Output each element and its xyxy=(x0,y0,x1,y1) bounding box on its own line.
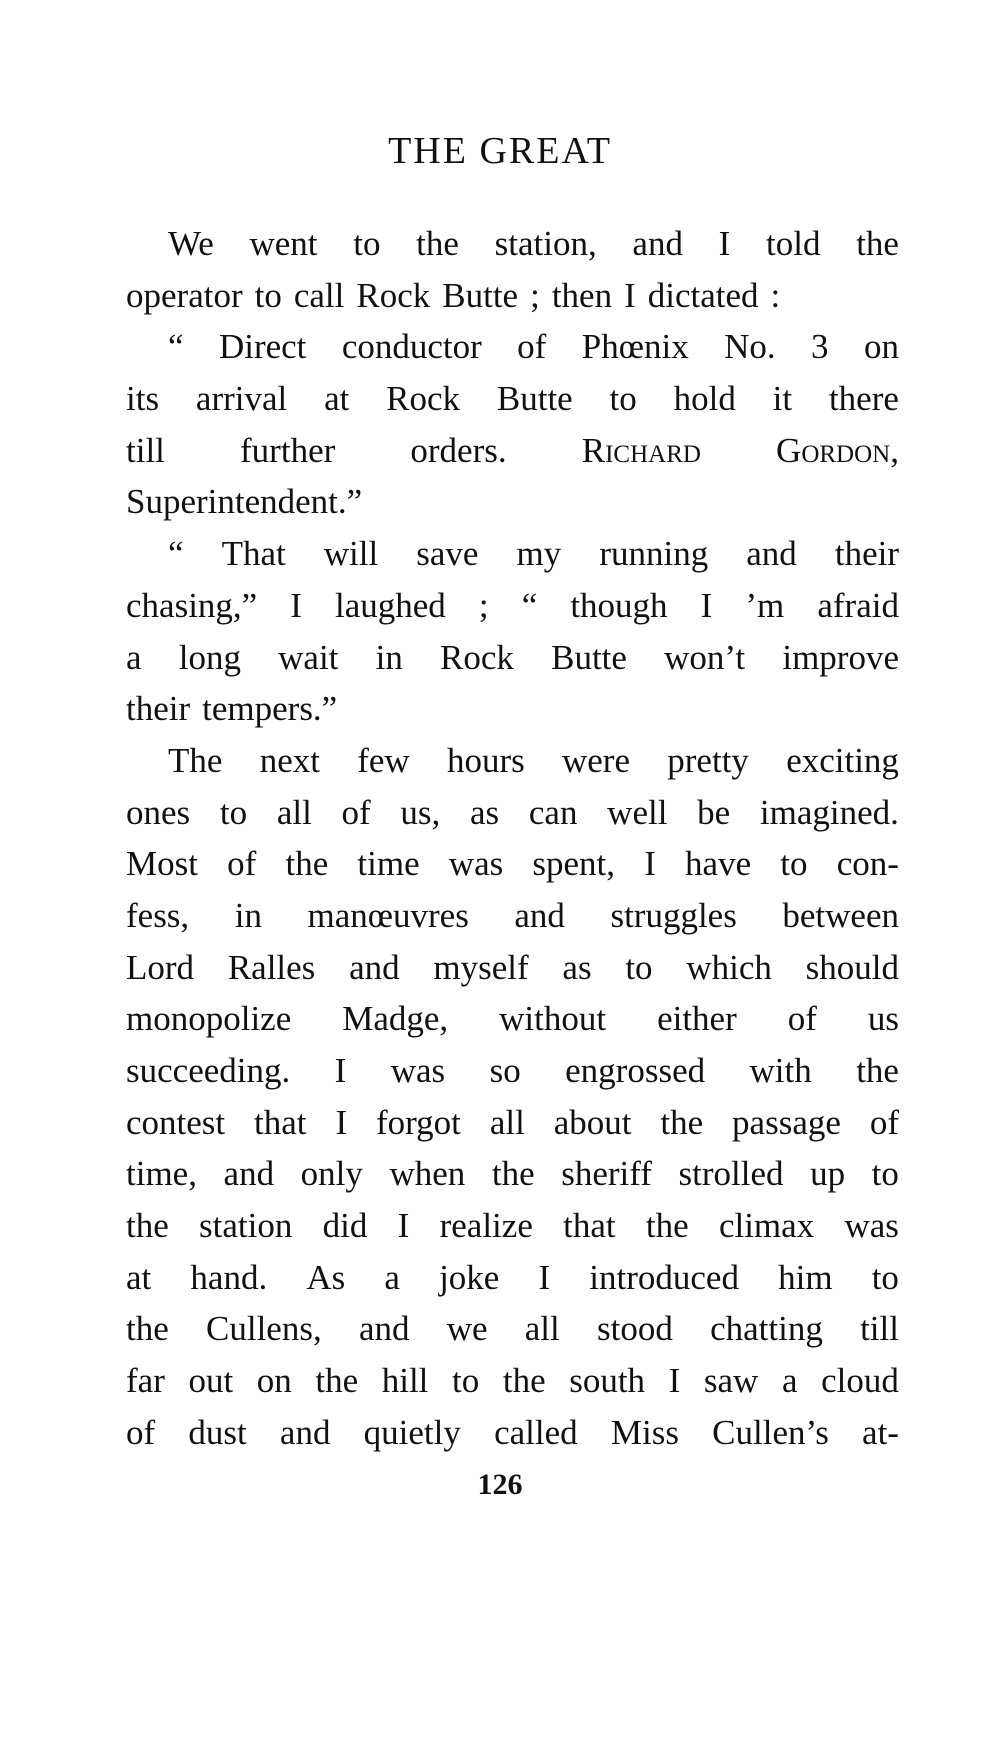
text-line: of dust and quietly called Miss Cullen’s at- xyxy=(126,1412,899,1452)
text-line: its arrival at Rock Butte to hold it there xyxy=(126,379,899,419)
paragraph xyxy=(126,735,899,1459)
text-line: Lord Ralles and myself as to which should xyxy=(126,947,899,987)
text-line: “ That will save my running and their xyxy=(168,534,899,574)
page-number: 126 xyxy=(477,1468,523,1501)
paragraph xyxy=(126,218,899,321)
body-text xyxy=(126,218,899,1459)
running-head: THE GREAT xyxy=(388,130,612,172)
text-line: at hand. As a joke I introduced him to xyxy=(126,1257,899,1297)
text-line: succeeding. I was so engrossed with the xyxy=(126,1051,899,1090)
text-line: their tempers.” xyxy=(126,689,338,729)
text-line: a long wait in Rock Butte won’t improve xyxy=(126,637,899,677)
text-line: time, and only when the sheriff strolled up to xyxy=(126,1154,899,1194)
text-line: Most of the time was spent, I have to con- xyxy=(126,844,899,884)
text-line: ones to all of us, as can well be imagined. xyxy=(126,792,899,832)
text-line: We went to the station, and I told the xyxy=(168,224,899,263)
text-line: Superintendent.” xyxy=(126,482,363,522)
text-line: far out on the hill to the south I saw a cloud xyxy=(126,1361,899,1401)
text-line: contest that I forgot all about the passage of xyxy=(126,1102,899,1142)
text-line: The next few hours were pretty exciting xyxy=(168,740,899,780)
text-line: monopolize Madge, without either of us xyxy=(126,999,899,1039)
text-line: fess, in manœuvres and struggles between xyxy=(126,895,899,935)
paragraph xyxy=(126,528,899,735)
text-line: the Cullens, and we all stood chatting till xyxy=(126,1309,899,1349)
text-line: till further orders. Richard Gordon, xyxy=(126,430,899,470)
text-line: operator to call Rock Butte ; then I dictated : xyxy=(126,275,781,315)
paragraph xyxy=(126,321,899,528)
text-line: chasing,” I laughed ; “ though I ’m afraid xyxy=(126,585,899,625)
text-line: the station did I realize that the climax was xyxy=(126,1206,899,1246)
text-line: “ Direct conductor of Phœnix No. 3 on xyxy=(168,327,899,367)
